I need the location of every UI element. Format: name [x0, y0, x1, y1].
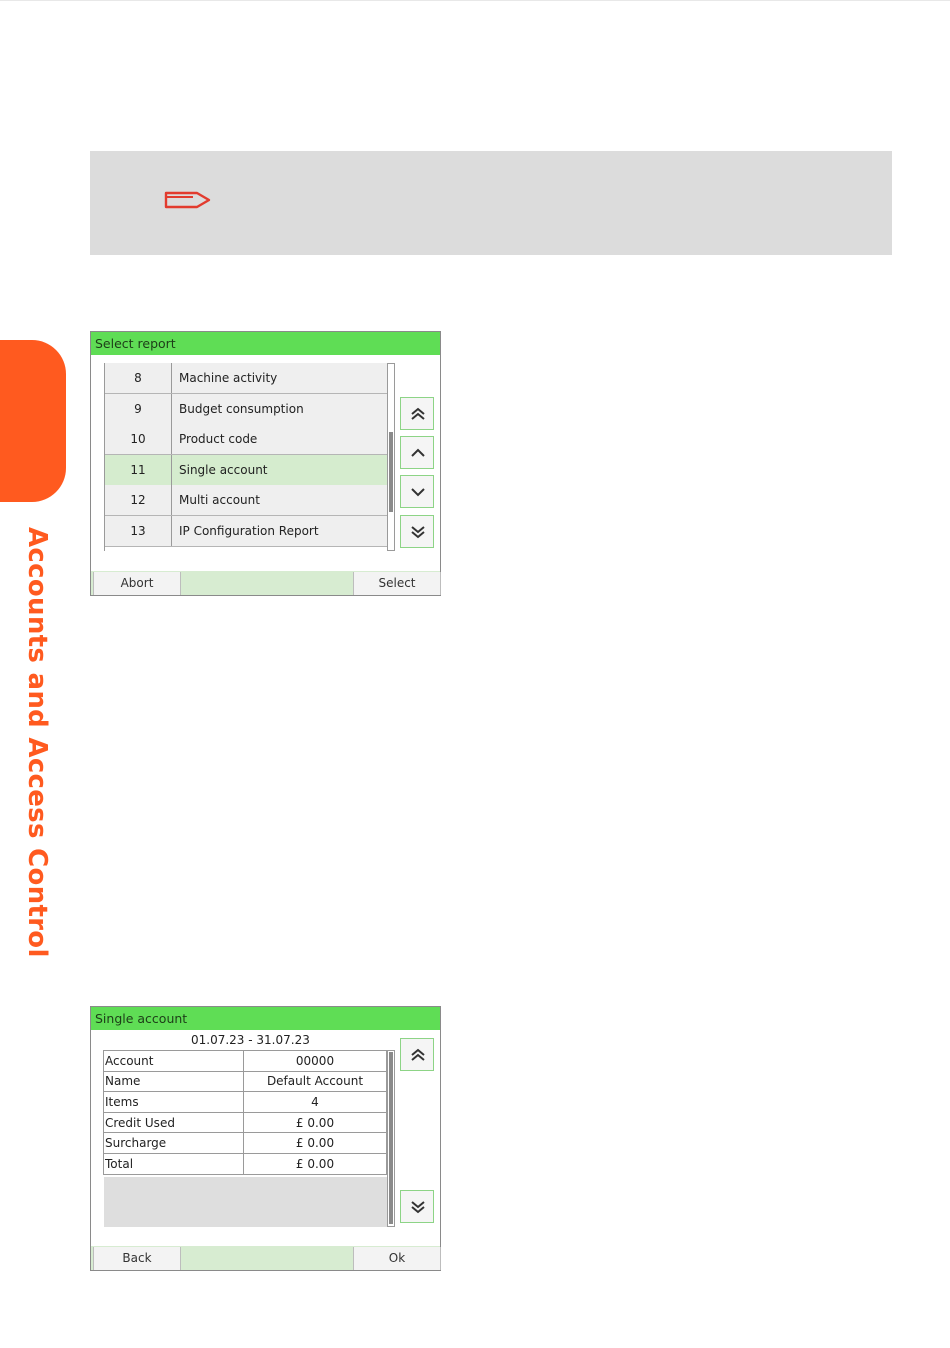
scrollbar-thumb[interactable] — [389, 432, 393, 512]
account-table — [103, 1050, 387, 1175]
report-number: 11 — [105, 455, 172, 485]
report-label: Product code — [179, 432, 258, 446]
report-number: 12 — [105, 485, 172, 515]
single-account-screen — [90, 1006, 441, 1271]
field-value: 00000 — [244, 1051, 387, 1072]
report-label: Machine activity — [179, 371, 278, 385]
field-value: £ 0.00 — [244, 1112, 387, 1133]
table-row — [104, 1133, 387, 1154]
field-label: Surcharge — [104, 1133, 244, 1154]
date-range: 01.07.23 - 31.07.23 — [191, 1033, 310, 1047]
pencil-note-icon — [163, 189, 213, 211]
page-up-button[interactable] — [400, 397, 434, 430]
table-row — [104, 1071, 387, 1092]
select-report-screen — [90, 331, 441, 596]
field-value: £ 0.00 — [244, 1133, 387, 1154]
scrollbar[interactable] — [387, 363, 395, 551]
report-list-item[interactable] — [105, 424, 389, 455]
report-number: 13 — [105, 516, 172, 546]
double-down-icon — [410, 1199, 426, 1215]
table-row — [104, 1112, 387, 1133]
field-label: Items — [104, 1092, 244, 1113]
screen-title: Select report — [91, 332, 440, 355]
report-list-item[interactable] — [105, 455, 389, 486]
chapter-title: Accounts and Access Control — [22, 527, 52, 958]
report-number: 9 — [105, 394, 172, 424]
table-row — [104, 1092, 387, 1113]
field-label: Total — [104, 1153, 244, 1174]
screen-title: Single account — [91, 1007, 440, 1030]
page-down-button[interactable] — [400, 515, 434, 548]
report-label: Budget consumption — [179, 401, 304, 416]
page-down-button[interactable] — [400, 1190, 434, 1223]
note-box — [90, 151, 892, 255]
chapter-tab — [0, 340, 66, 502]
abort-button[interactable]: Abort — [93, 572, 181, 595]
scrollbar[interactable] — [387, 1050, 395, 1227]
field-label: Credit Used — [104, 1112, 244, 1133]
field-value: £ 0.00 — [244, 1153, 387, 1174]
scroll-down-button[interactable] — [400, 475, 434, 508]
up-icon — [410, 445, 426, 461]
double-up-icon — [410, 1047, 426, 1063]
field-label: Account — [104, 1051, 244, 1072]
table-row — [104, 1153, 387, 1174]
table-row — [104, 1051, 387, 1072]
ok-button[interactable]: Ok — [353, 1247, 441, 1270]
field-value: 4 — [244, 1092, 387, 1113]
report-list-item[interactable] — [105, 516, 389, 547]
field-label: Name — [104, 1071, 244, 1092]
down-icon — [410, 484, 426, 500]
scrollbar-thumb[interactable] — [389, 1052, 393, 1224]
page-top-rule — [0, 0, 950, 1]
select-button[interactable]: Select — [353, 572, 441, 595]
report-label: IP Configuration Report — [179, 523, 319, 538]
report-list-item[interactable] — [105, 394, 389, 425]
double-up-icon — [410, 406, 426, 422]
field-value: Default Account — [244, 1071, 387, 1092]
report-list — [104, 363, 389, 551]
scroll-up-button[interactable] — [400, 436, 434, 469]
report-list-item[interactable] — [105, 363, 389, 394]
report-list-item[interactable] — [105, 485, 389, 516]
page-up-button[interactable] — [400, 1038, 434, 1071]
table-empty-area — [104, 1177, 387, 1227]
double-down-icon — [410, 524, 426, 540]
report-number: 8 — [105, 363, 172, 393]
report-label: Single account — [179, 462, 268, 477]
report-number: 10 — [105, 424, 172, 454]
report-label: Multi account — [179, 493, 260, 507]
back-button[interactable]: Back — [93, 1247, 181, 1270]
